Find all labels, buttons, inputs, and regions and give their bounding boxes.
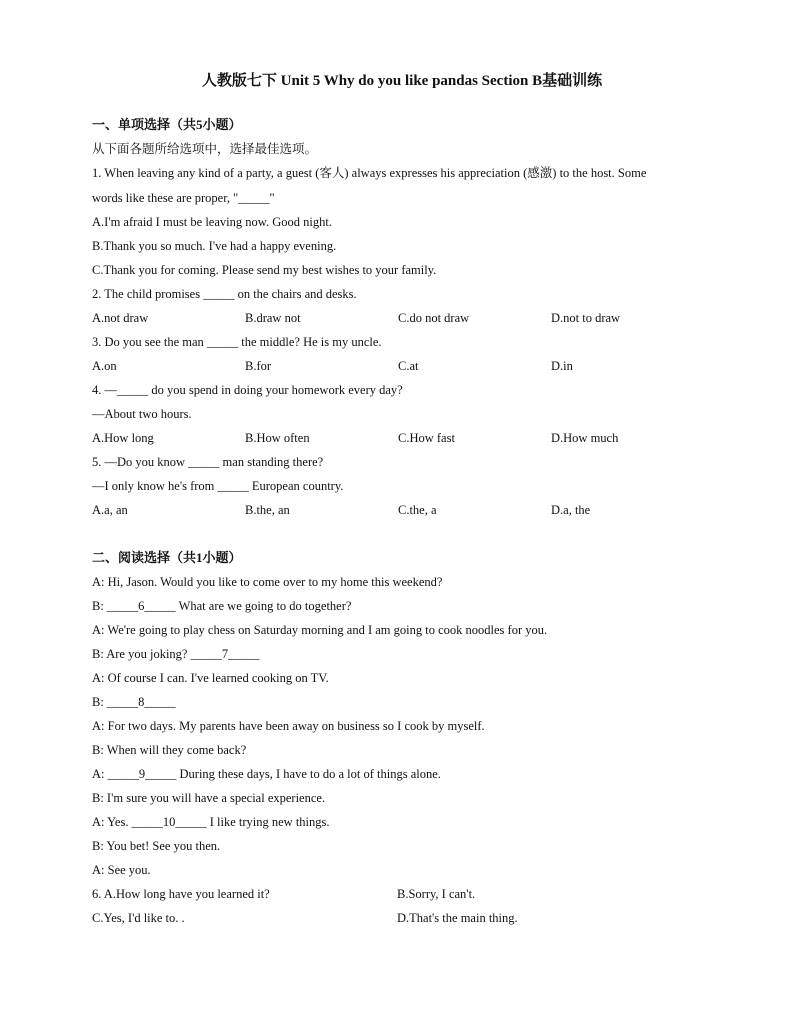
dialogue-line: A: Yes. _____10_____ I like trying new things. xyxy=(92,815,330,829)
q1-stem-line1: 1. When leaving any kind of a party, a guest (客人) always expresses his appreciation (感激) to the host. Some xyxy=(92,166,647,180)
q6-options-row2 xyxy=(92,906,712,930)
q4-answer-line: —About two hours. xyxy=(92,407,192,421)
dialogue-line: B: I'm sure you will have a special experience. xyxy=(92,791,326,805)
dialogue-line: A: _____9_____ During these days, I have to do a lot of things alone. xyxy=(92,767,441,781)
section2-heading: 二、阅读选择（共1小题） xyxy=(92,550,242,565)
q6-option-a: 6. A.How long have you learned it? xyxy=(92,887,270,901)
q6-options-row1 xyxy=(92,882,712,906)
q6-option-b: B.Sorry, I can't. xyxy=(397,887,476,901)
q2-stem: 2. The child promises _____ on the chairs and desks. xyxy=(92,287,357,301)
section-spacer xyxy=(92,522,712,534)
dialogue-line: A: Of course I can. I've learned cooking on TV. xyxy=(92,671,329,685)
dialogue-line: B: When will they come back? xyxy=(92,743,247,757)
q1-option-a: A.I'm afraid I must be leaving now. Good night. xyxy=(92,215,332,229)
q5-options xyxy=(92,498,712,522)
q2-options xyxy=(92,306,712,330)
q6-option-d: D.That's the main thing. xyxy=(397,911,518,925)
q4-option-d: D.How much xyxy=(551,431,619,445)
q5-stem: 5. —Do you know _____ man standing there? xyxy=(92,455,324,469)
dialogue-line: B: _____8_____ xyxy=(92,695,176,709)
q5-option-c: C.the, a xyxy=(398,503,437,517)
q3-option-b: B.for xyxy=(245,359,272,373)
q6-option-c: C.Yes, I'd like to. . xyxy=(92,911,185,925)
q1-option-b: B.Thank you so much. I've had a happy evening. xyxy=(92,239,337,253)
page-title: 人教版七下 Unit 5 Why do you like pandas Section B基础训练 xyxy=(201,73,603,89)
section1-instruction: 从下面各题所给选项中，选择最佳选项。 xyxy=(92,142,318,156)
q3-options xyxy=(92,354,712,378)
q5-option-a: A.a, an xyxy=(92,503,128,517)
document-page xyxy=(92,70,712,930)
q2-option-d: D.not to draw xyxy=(551,311,621,325)
q2-option-c: C.do not draw xyxy=(398,311,470,325)
q4-option-c: C.How fast xyxy=(398,431,455,445)
q3-option-a: A.on xyxy=(92,359,117,373)
q4-option-a: A.How long xyxy=(92,431,154,445)
q2-option-b: B.draw not xyxy=(245,311,301,325)
q5-answer-line: —I only know he's from _____ European country. xyxy=(92,479,344,493)
section-spacer xyxy=(92,534,712,546)
q4-option-b: B.How often xyxy=(245,431,310,445)
q1-option-c: C.Thank you for coming. Please send my best wishes to your family. xyxy=(92,263,437,277)
q2-option-a: A.not draw xyxy=(92,311,149,325)
section1-heading: 一、单项选择（共5小题） xyxy=(92,117,242,132)
q4-options xyxy=(92,426,712,450)
dialogue-line: A: Hi, Jason. Would you like to come over to my home this weekend? xyxy=(92,575,443,589)
q3-stem: 3. Do you see the man _____ the middle? He is my uncle. xyxy=(92,335,382,349)
q1-stem-line2: words like these are proper, "_____" xyxy=(92,191,275,205)
q5-option-d: D.a, the xyxy=(551,503,591,517)
dialogue-line: A: See you. xyxy=(92,863,151,877)
q3-option-c: C.at xyxy=(398,359,419,373)
dialogue-line: B: Are you joking? _____7_____ xyxy=(92,647,260,661)
dialogue-line: A: For two days. My parents have been away on business so I cook by myself. xyxy=(92,719,485,733)
q4-stem: 4. —_____ do you spend in doing your homework every day? xyxy=(92,383,403,397)
dialogue-line: B: You bet! See you then. xyxy=(92,839,221,853)
dialogue-line: B: _____6_____ What are we going to do together? xyxy=(92,599,352,613)
q3-option-d: D.in xyxy=(551,359,573,373)
dialogue-line: A: We're going to play chess on Saturday morning and I am going to cook noodles for you. xyxy=(92,623,548,637)
q5-option-b: B.the, an xyxy=(245,503,290,517)
